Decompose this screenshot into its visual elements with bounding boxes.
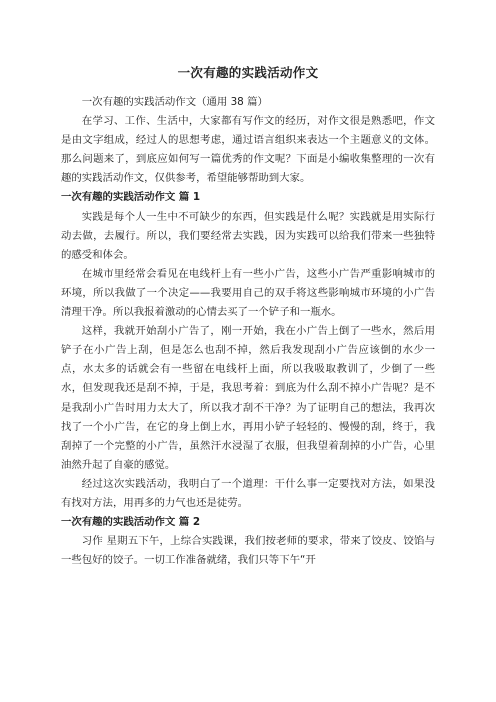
document-title: 一次有趣的实践活动作文 bbox=[177, 65, 319, 80]
intro-line: 一次有趣的实践活动作文（通用 38 篇） bbox=[81, 96, 268, 108]
paragraph: 在城市里经常会看见在电线杆上有一些小广告，这些小广告严重影响城市的环境，所以我做了一个决定——我要用自己的双手将这些影响城市环境的小广告清理干净。所以我报着激动的心情去买了一个铲子和一瓶水。 bbox=[61, 267, 435, 319]
paragraph: 这样，我就开始刮小广告了，刚一开始，我在小广告上倒了一些水，然后用铲子在小广告上刮，但是怎么也刮不掉，然后我发现刮小广告应该倒的水少一点，水太多的话就会有一些留在电线杆上面，所以我吸取教训了，少倒了一些水，但发现我还是刮不掉，于是，我思考着：到底为什么刮不掉小广告呢？是不是我刮小广告时用力太大了，所以我才刮不干净？为了证明自己的想法，我再次找了一个小广告，在它的身上倒上水，再用小铲子轻轻的、慢慢的刮，终于，我刮掉了一个完整的小广告，虽然汗水浸湿了衣服，但我望着刮掉的小广告，心里油然升起了自豪的感觉。 bbox=[61, 325, 435, 471]
intro-paragraph: 在学习、工作、生活中，大家都有写作文的经历，对作文很是熟悉吧，作文是由文字组成，经过人的思想考虑，通过语言组织来表达一个主题意义的文体。那么问题来了，到底应如何写一篇优秀的作文呢？下面是小编收集整理的一次有趣的实践活动作文，仅供参考，希望能够帮助到大家。 bbox=[61, 115, 435, 185]
paragraph: 实践是每个人一生中不可缺少的东西，但实践是什么呢？实践就是用实际行动去做，去履行。所以，我们要经常去实践，因为实践可以给我们带来一些独特的感受和体会。 bbox=[61, 210, 435, 261]
document-body bbox=[61, 93, 435, 570]
paragraph: 经过这次实践活动，我明白了一个道理：干什么事一定要找对方法，如果没有找对方法，用再多的力气也还是徒劳。 bbox=[61, 477, 435, 509]
section-heading-1: 一次有趣的实践活动作文 篇 1 bbox=[61, 191, 201, 204]
paragraph: 习作 星期五下午，上综合实践课，我们按老师的要求，带来了饺皮、饺馅与一些包好的饺子。一切工作准备就绪，我们只等下午“开 bbox=[61, 535, 435, 567]
section-heading-2: 一次有趣的实践活动作文 篇 2 bbox=[61, 516, 201, 529]
